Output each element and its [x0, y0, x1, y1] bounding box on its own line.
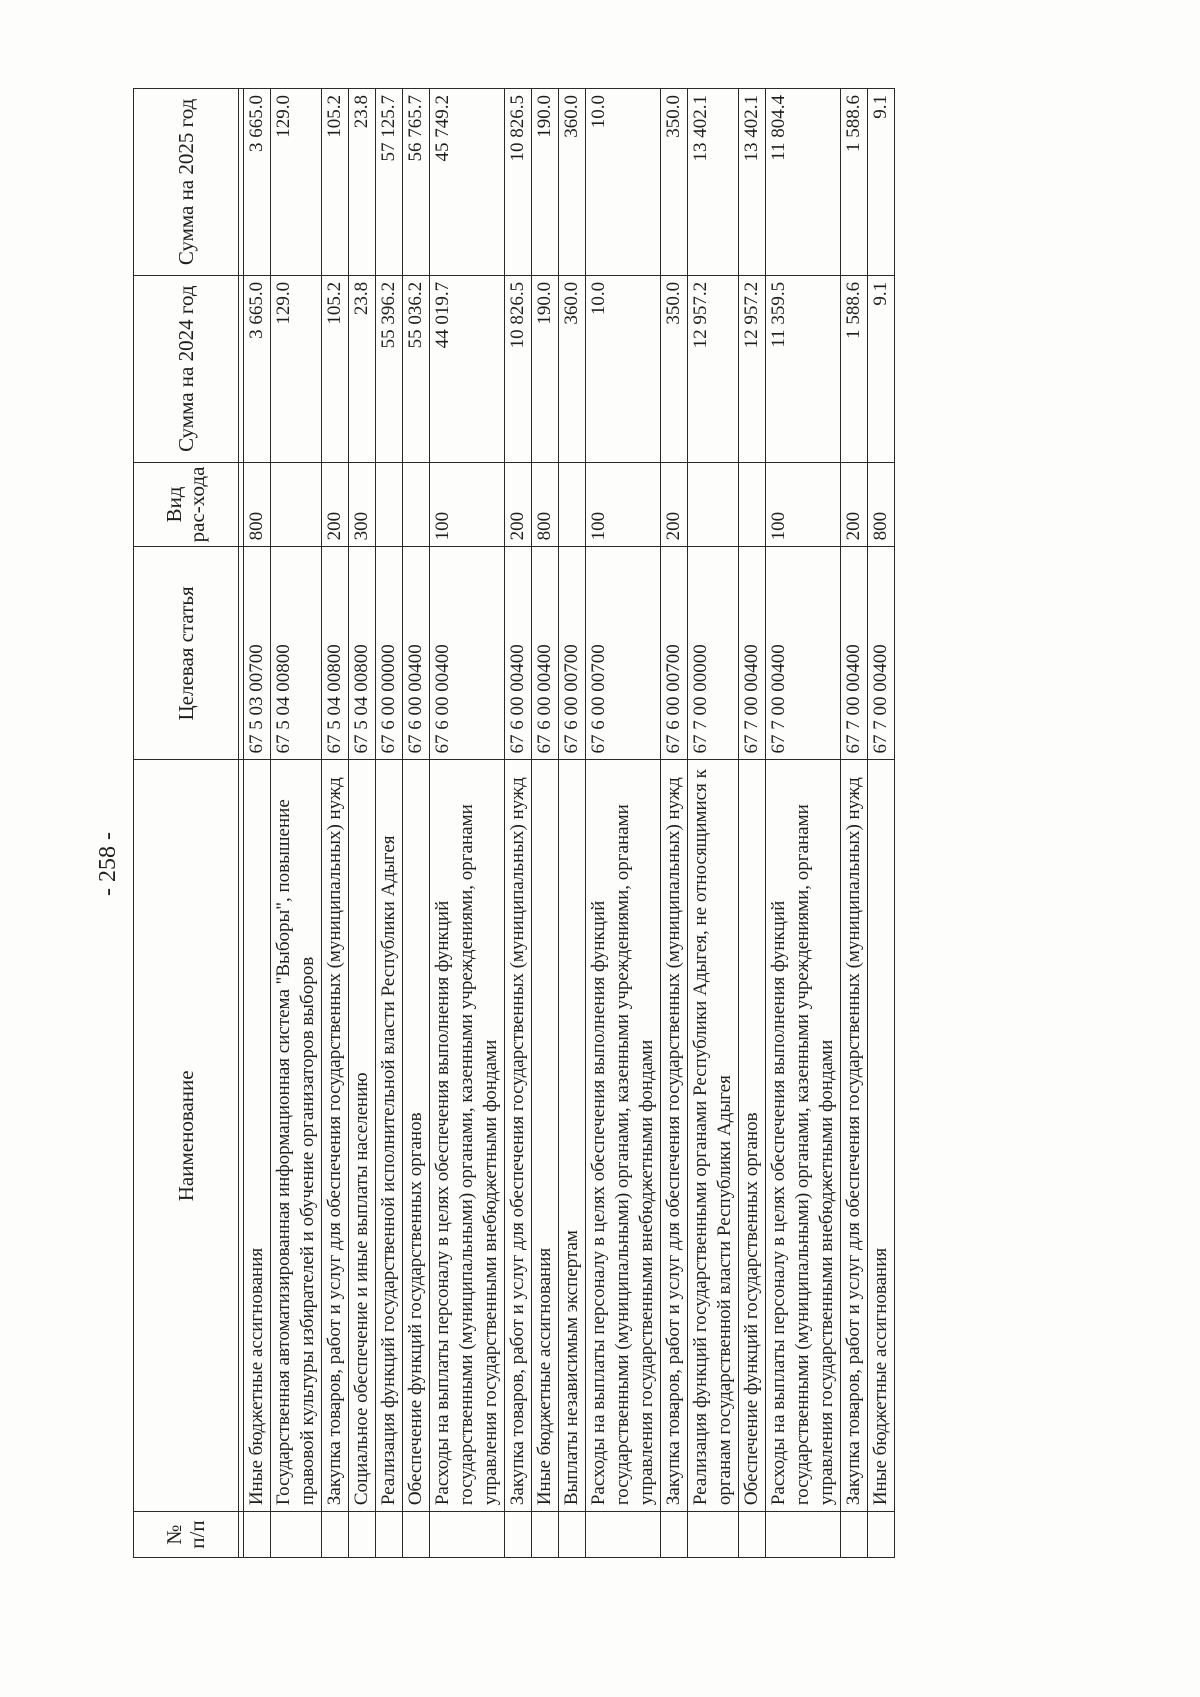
- row-kind: 100: [586, 462, 661, 547]
- row-kind: [376, 462, 403, 547]
- row-index: [403, 1512, 430, 1558]
- row-name: Иные бюджетные ассигнования: [532, 760, 559, 1512]
- row-sum-2024: 55 036.2: [403, 275, 430, 462]
- row-sum-2025: 360.0: [559, 89, 586, 276]
- row-sum-2025: 129.0: [271, 89, 322, 276]
- row-sum-2024: 3 665.0: [244, 275, 271, 462]
- table-row: [322, 89, 349, 1558]
- row-index: [505, 1512, 532, 1558]
- row-kind: 800: [868, 462, 895, 547]
- row-sum-2025: 105.2: [322, 89, 349, 276]
- row-sum-2024: 105.2: [322, 275, 349, 462]
- row-index: [739, 1512, 766, 1558]
- row-sum-2024: 12 957.2: [739, 275, 766, 462]
- table-header-row: [134, 89, 239, 1558]
- table-row: [244, 89, 271, 1558]
- row-target: 67 6 00 00400: [430, 547, 505, 760]
- row-target: 67 5 03 00700: [244, 547, 271, 760]
- row-index: [271, 1512, 322, 1558]
- header-index: № п/п: [134, 1512, 239, 1558]
- row-sum-2024: 9.1: [868, 275, 895, 462]
- row-sum-2024: 10.0: [586, 275, 661, 462]
- row-sum-2025: 11 804.4: [766, 89, 841, 276]
- row-sum-2024: 1 588.6: [841, 275, 868, 462]
- row-sum-2025: 350.0: [661, 89, 688, 276]
- row-index: [349, 1512, 376, 1558]
- header-name: Наименование: [134, 760, 239, 1512]
- row-name: Иные бюджетные ассигнования: [868, 760, 895, 1512]
- row-name: Обеспечение функций государственных органов: [739, 760, 766, 1512]
- row-name: Реализация функций государственными органами Республики Адыгея, не относящимися к органам государственной власти Республики Адыгея: [688, 760, 739, 1512]
- header-target: Целевая статья: [134, 547, 239, 760]
- table-body: [239, 89, 895, 1558]
- row-name: Закупка товаров, работ и услуг для обеспечения государственных (муниципальных) нужд: [322, 760, 349, 1512]
- row-kind: [559, 462, 586, 547]
- table-row: [505, 89, 532, 1558]
- row-sum-2024: 23.8: [349, 275, 376, 462]
- row-target: 67 6 00 00700: [661, 547, 688, 760]
- row-kind: 300: [349, 462, 376, 547]
- row-sum-2025: 45 749.2: [430, 89, 505, 276]
- row-index: [376, 1512, 403, 1558]
- row-sum-2024: 190.0: [532, 275, 559, 462]
- row-sum-2025: 23.8: [349, 89, 376, 276]
- row-target: 67 5 04 00800: [322, 547, 349, 760]
- row-target: 67 7 00 00400: [766, 547, 841, 760]
- row-kind: [271, 462, 322, 547]
- table-row: [739, 89, 766, 1558]
- row-target: 67 5 04 00800: [349, 547, 376, 760]
- row-name: Обеспечение функций государственных органов: [403, 760, 430, 1512]
- row-index: [766, 1512, 841, 1558]
- row-sum-2025: 3 665.0: [244, 89, 271, 276]
- budget-table: [133, 88, 895, 1558]
- row-target: 67 5 04 00800: [271, 547, 322, 760]
- row-index: [841, 1512, 868, 1558]
- row-sum-2025: 57 125.7: [376, 89, 403, 276]
- row-name: Социальное обеспечение и иные выплаты населению: [349, 760, 376, 1512]
- table-row: [841, 89, 868, 1558]
- row-kind: [403, 462, 430, 547]
- row-name: Выплаты независимым экспертам: [559, 760, 586, 1512]
- table-row: [349, 89, 376, 1558]
- row-index: [430, 1512, 505, 1558]
- table-row: [868, 89, 895, 1558]
- row-sum-2025: 13 402.1: [739, 89, 766, 276]
- row-sum-2025: 13 402.1: [688, 89, 739, 276]
- row-index: [244, 1512, 271, 1558]
- row-index: [559, 1512, 586, 1558]
- row-name: Расходы на выплаты персоналу в целях обеспечения выполнения функций государственными (муниципальными) органами, казенными учреждениями, органами управления государственными внебюджетными фондами: [430, 760, 505, 1512]
- row-name: Расходы на выплаты персоналу в целях обеспечения выполнения функций государственными (муниципальными) органами, казенными учреждениями, органами управления государственными внебюджетными фондами: [586, 760, 661, 1512]
- header-kind: Вид рас-хода: [134, 462, 239, 547]
- row-index: [661, 1512, 688, 1558]
- row-index: [322, 1512, 349, 1558]
- row-sum-2024: 350.0: [661, 275, 688, 462]
- row-index: [868, 1512, 895, 1558]
- table-row: [403, 89, 430, 1558]
- row-target: 67 6 00 00400: [403, 547, 430, 760]
- row-target: 67 6 00 00400: [532, 547, 559, 760]
- row-sum-2025: 56 765.7: [403, 89, 430, 276]
- table-row: [766, 89, 841, 1558]
- row-target: 67 6 00 00400: [505, 547, 532, 760]
- table-row: [586, 89, 661, 1558]
- table-row: [688, 89, 739, 1558]
- row-index: [586, 1512, 661, 1558]
- row-kind: [739, 462, 766, 547]
- row-sum-2024: 44 019.7: [430, 275, 505, 462]
- table-row: [271, 89, 322, 1558]
- table-row: [559, 89, 586, 1558]
- row-kind: 800: [244, 462, 271, 547]
- row-name: Расходы на выплаты персоналу в целях обеспечения выполнения функций государственными (муниципальными) органами, казенными учреждениями, органами управления государственными внебюджетными фондами: [766, 760, 841, 1512]
- row-kind: [688, 462, 739, 547]
- row-target: 67 6 00 00700: [559, 547, 586, 760]
- row-sum-2024: 55 396.2: [376, 275, 403, 462]
- row-target: 67 7 00 00400: [739, 547, 766, 760]
- page-number: - 258 -: [95, 832, 121, 896]
- row-index: [532, 1512, 559, 1558]
- header-sum-2025: Сумма на 2025 год: [134, 89, 239, 276]
- row-kind: 100: [430, 462, 505, 547]
- row-name: Иные бюджетные ассигнования: [244, 760, 271, 1512]
- row-sum-2025: 10.0: [586, 89, 661, 276]
- row-kind: 100: [766, 462, 841, 547]
- row-target: 67 7 00 00000: [688, 547, 739, 760]
- row-sum-2024: 10 826.5: [505, 275, 532, 462]
- row-kind: 800: [532, 462, 559, 547]
- row-name: Закупка товаров, работ и услуг для обеспечения государственных (муниципальных) нужд: [661, 760, 688, 1512]
- row-target: 67 7 00 00400: [841, 547, 868, 760]
- row-sum-2025: 1 588.6: [841, 89, 868, 276]
- row-sum-2024: 11 359.5: [766, 275, 841, 462]
- table-row: [430, 89, 505, 1558]
- row-target: 67 7 00 00400: [868, 547, 895, 760]
- row-kind: 200: [841, 462, 868, 547]
- row-name: Закупка товаров, работ и услуг для обеспечения государственных (муниципальных) нужд: [841, 760, 868, 1512]
- table-row: [532, 89, 559, 1558]
- row-sum-2025: 9.1: [868, 89, 895, 276]
- row-sum-2024: 12 957.2: [688, 275, 739, 462]
- header-sum-2024: Сумма на 2024 год: [134, 275, 239, 462]
- row-name: Закупка товаров, работ и услуг для обеспечения государственных (муниципальных) нужд: [505, 760, 532, 1512]
- row-sum-2024: 129.0: [271, 275, 322, 462]
- row-name: Государственная автоматизированная информационная система "Выборы", повышение правовой культуры избирателей и обучение организаторов выборов: [271, 760, 322, 1512]
- row-kind: 200: [661, 462, 688, 547]
- row-kind: 200: [505, 462, 532, 547]
- table-row: [376, 89, 403, 1558]
- row-sum-2025: 190.0: [532, 89, 559, 276]
- row-target: 67 6 00 00000: [376, 547, 403, 760]
- row-sum-2025: 10 826.5: [505, 89, 532, 276]
- row-kind: 200: [322, 462, 349, 547]
- row-sum-2024: 360.0: [559, 275, 586, 462]
- table-row: [661, 89, 688, 1558]
- row-name: Реализация функций государственной исполнительной власти Республики Адыгея: [376, 760, 403, 1512]
- row-index: [688, 1512, 739, 1558]
- row-target: 67 6 00 00700: [586, 547, 661, 760]
